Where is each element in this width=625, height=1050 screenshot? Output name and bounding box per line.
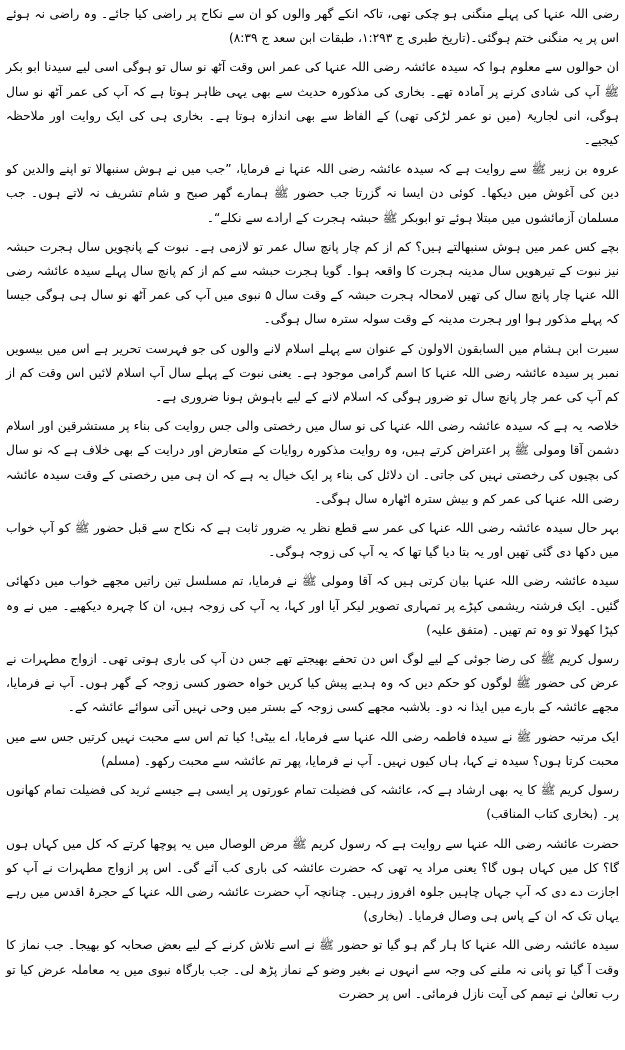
paragraph-summary: خلاصہ یہ ہے کہ سیدہ عائشہ رضی اللہ عنہا کی نو سال میں رخصتی والی جس روایت کی بناء پر مستشرقین اور اسلام دشمن آقا ومولی ﷺ پر اعتراض کرتے ہیں، وہ روایت مذکورہ روایات کے متعارض اور درایت کے بھی خلاف ہے کہ نو سال کی بچیوں کی رخصتی نہیں کی جاتی۔ ان دلائل کی بناء پر ایک خیال یہ ہے کہ ان ہی میں رخصتی کے وقت سیدہ عائشہ رضی اللہ عنہا کی عمر کم و بیش سترہ اٹھارہ سال ہوگی۔ [6,419,619,506]
paragraph-urwa-narration: عروہ بن زبیر ﷺ سے روایت ہے کہ سیدہ عائشہ رضی اللہ عنہا نے فرمایا، ”جب میں نے ہوش سنبھالا تو اپنے والدین کو دین کی آغوش میں دیکھا۔ کوئی دن ایسا نہ گزرتا جب حضور ﷺ ہمارے گھر صبح و شام تشریف نہ لاتے ہوں۔ جب مسلمان آزمائشوں میں مبتلا ہوئے تو ابوبکر ﷺ حبشہ ہجرت کے ارادے سے نکلے“۔ [6,162,619,225]
paragraph-dream-hadith: سیدہ عائشہ رضی اللہ عنہا بیان کرتی ہیں کہ آقا ومولی ﷺ نے فرمایا، تم مسلسل تین راتیں مجھے خواب میں دکھائی گئیں۔ ایک فرشتہ ریشمی کپڑے پر تمہاری تصویر لیکر آیا اور کہا، یہ آپ کی زوجہ ہیں، ان کا چہرہ دیکھیے۔ میں نے وہ کپڑا کھولا تو وہ تم تھیں۔ (متفق علیہ) [6,574,619,637]
paragraph-final-illness: حضرت عائشہ رضی اللہ عنہا سے روایت ہے کہ رسول کریم ﷺ مرض الوصال میں یہ پوچھا کرتے کہ کل میں کہاں ہوں گا؟ کل میں کہاں ہوں گا؟ یعنی مراد یہ تھی کہ حضرت عائشہ کی باری کب آئے گی۔ اس پر ازواج مطہرات نے آپ کو اجازت دے دی کہ آپ جہاں چاہیں جلوہ افروز رہیں۔ چنانچہ آپ حضرت عائشہ رضی اللہ عنہا کے حجرۂ اقدس میں رہے یہاں تک کہ ان کے پاس ہی وصال فرمایا۔ (بخاری) [6,836,619,924]
paragraph-age-references: ان حوالوں سے معلوم ہوا کہ سیدہ عائشہ رضی اللہ عنہا کی عمر اس وقت آٹھ نو سال تو ہوگی اسی لیے سیدنا ابو بکر ﷺ آپ کی شادی کرنے پر آمادہ تھے۔ بخاری کی مذکورہ حدیث سے بھی یہی ظاہر ہوتا ہے کہ آپ کی عمر آٹھ نو سال ہوگی، انی لجاریۃ (میں نو عمر لڑکی تھی) کے الفاظ سے بھی اندازہ ہوتا ہے۔ بخاری ہی کی ایک روایت اور ملاحظہ کیجیے۔ [6,60,619,148]
paragraph-virtue-hadith: رسول کریم ﷺ کا یہ بھی ارشاد ہے کہ، عائشہ کی فضیلت تمام عورتوں پر ایسی ہے جیسے ثرید کی فضیلت تمام کھانوں پر۔ (بخاری کتاب المناقب) [6,783,619,822]
paragraph-dream-proof: بہر حال سیدہ عائشہ رضی اللہ عنہا کی عمر سے قطع نظر یہ ضرور ثابت ہے کہ نکاح سے قبل حضور ﷺ کو آپ خواب میں دکھا دی گئی تھیں اور یہ بتا دیا گیا تھا کہ یہ آپ کی زوجہ ہوگی۔ [6,521,619,560]
paragraph-necklace: سیدہ عائشہ رضی اللہ عنہا کا ہار گم ہو گیا تو حضور ﷺ نے اسے تلاش کرنے کے لیے بعض صحابہ کو بھیجا۔ جب نماز کا وقت آ گیا تو پانی نہ ملنے کی وجہ سے انہوں نے بغیر وضو کے نماز پڑھ لی۔ جب بارگاہ نبوی میں یہ معاملہ عرض کیا تو رب تعالیٰ نے تیمم کی آیت نازل فرمائی۔ اس پر حضرت [6,938,619,1001]
paragraph-age-reasoning: بچے کس عمر میں ہوش سنبھالتے ہیں؟ کم از کم چار پانچ سال عمر تو لازمی ہے۔ نبوت کے پانچویں سال ہجرت حبشہ نیز نبوت کے تیرھویں سال مدینہ ہجرت کا واقعہ ہوا۔ گویا ہجرت حبشہ سے کم از کم پانچ سال پہلے سیدہ عائشہ رضی اللہ عنہا چار پانچ سال کی تھیں لامحالہ ہجرت حبشہ کے وقت سال ۵ نبوی میں آپ کی عمر آٹھ نو سال ہی ہوگی جیسا کہ پہلے مذکور ہوا اور ہجرت مدینہ کے وقت سولہ سترہ سال ہوگی۔ [6,239,619,327]
paragraph-ibn-hisham: سیرت ابن ہشام میں السابقون الاولون کے عنوان سے پہلے اسلام لانے والوں کی جو فہرست تحریر ہے اس میں بیسویں نمبر پر سیدہ عائشہ رضی اللہ عنہا کا اسم گرامی موجود ہے۔ یعنی نبوت کے پہلے سال آپ اسلام لائیں اس وقت کم از کم آپ کی عمر چار پانچ سال تو ضرور ہوگی کہ اسلام لانے کے لیے باہوش ہونا ضروری ہے۔ [6,341,619,405]
paragraph-gifts-hadith: رسول کریم ﷺ کی رضا جوئی کے لیے لوگ اس دن تحفے بھیجتے تھے جس دن آپ کی باری ہوتی تھی۔ ازواج مطہرات نے عرض کی حضور ﷺ لوگوں کو حکم دیں کہ وہ ہدیے پیش کیا کریں خواہ حضور کسی زوجہ کے گھر ہوں۔ آپ نے فرمایا، مجھے عائشہ کے بارے میں ایذا نہ دو۔ بلاشبہ مجھے کسی زوجہ کے بستر میں وحی نہیں آتی سوائے عائشہ کے۔ [6,652,619,715]
paragraph-engagement: رضی اللہ عنہا کی پہلے منگنی ہو چکی تھی، تاکہ انکے گھر والوں کو ان سے نکاح پر راضی کیا جائے۔ وہ راضی نہ ہوئے اس پر یہ منگنی ختم ہوگئی۔(تاریخ طبری ج ۱:۲۹۳، طبقات ابن سعد ج ۸:۳۹) [6,7,619,46]
paragraph-fatima-hadith: ایک مرتبہ حضور ﷺ نے سیدہ فاطمہ رضی اللہ عنہا سے فرمایا، اے بیٹی! کیا تم اس سے محبت نہیں کرتیں جس سے میں محبت کرتا ہوں؟ سیدہ نے کہا، ہاں کیوں نہیں۔ آپ نے فرمایا، پھر تم عائشہ سے محبت رکھو۔ (مسلم) [6,729,619,768]
